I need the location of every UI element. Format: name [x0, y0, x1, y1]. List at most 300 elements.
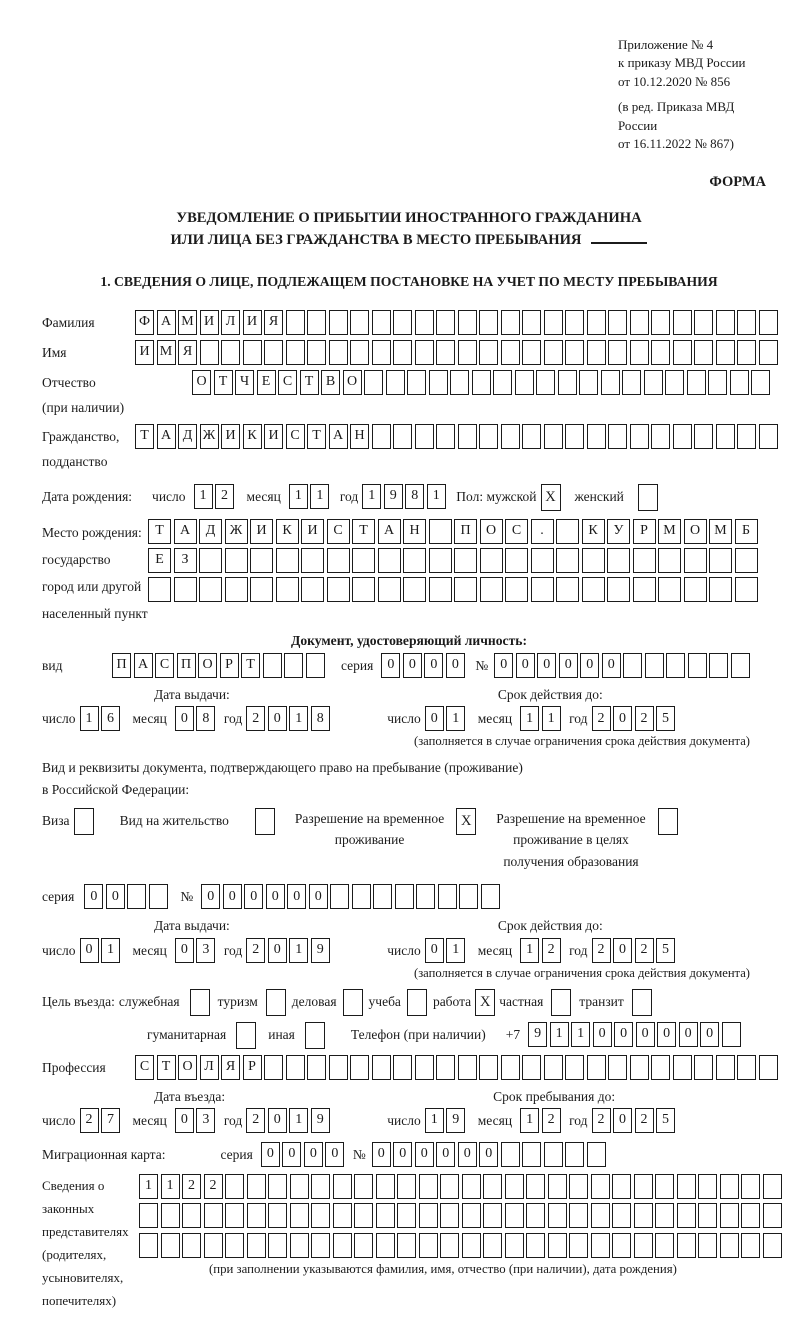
char-cell[interactable]	[607, 548, 630, 573]
char-cell[interactable]: 0	[613, 938, 632, 963]
char-cell[interactable]	[565, 340, 584, 365]
char-cell[interactable]	[276, 577, 299, 602]
char-cell[interactable]	[436, 424, 455, 449]
char-cell[interactable]	[544, 1055, 563, 1080]
doc-issue-year-cells[interactable]	[246, 706, 332, 731]
char-cell[interactable]	[378, 577, 401, 602]
char-cell[interactable]	[419, 1174, 438, 1199]
char-cell[interactable]	[737, 1055, 756, 1080]
char-cell[interactable]	[720, 1203, 739, 1228]
char-cell[interactable]	[286, 310, 305, 335]
char-cell[interactable]: 2	[542, 938, 561, 963]
char-cell[interactable]	[531, 577, 554, 602]
char-cell[interactable]	[741, 1174, 760, 1199]
char-cell[interactable]: И	[200, 310, 219, 335]
char-cell[interactable]	[634, 1174, 653, 1199]
char-cell[interactable]	[268, 1233, 287, 1258]
res-valid-month-cells[interactable]	[520, 938, 563, 963]
char-cell[interactable]	[397, 1174, 416, 1199]
char-cell[interactable]: 9	[311, 1108, 330, 1133]
char-cell[interactable]	[565, 424, 584, 449]
char-cell[interactable]: Ф	[135, 310, 154, 335]
char-cell[interactable]	[587, 1142, 606, 1167]
char-cell[interactable]: М	[658, 519, 681, 544]
char-cell[interactable]	[225, 1174, 244, 1199]
char-cell[interactable]: П	[112, 653, 131, 678]
char-cell[interactable]: К	[276, 519, 299, 544]
char-cell[interactable]: 5	[656, 1108, 675, 1133]
char-cell[interactable]	[591, 1203, 610, 1228]
char-cell[interactable]: 2	[542, 1108, 561, 1133]
char-cell[interactable]	[479, 310, 498, 335]
char-cell[interactable]	[479, 424, 498, 449]
res-number-cells[interactable]	[201, 884, 502, 909]
char-cell[interactable]	[582, 577, 605, 602]
char-cell[interactable]	[673, 1055, 692, 1080]
char-cell[interactable]: Т	[300, 370, 319, 395]
char-cell[interactable]: 0	[425, 938, 444, 963]
char-cell[interactable]	[307, 340, 326, 365]
char-cell[interactable]: 5	[656, 938, 675, 963]
char-cell[interactable]: 0	[268, 1108, 287, 1133]
char-cell[interactable]: О	[480, 519, 503, 544]
char-cell[interactable]	[415, 1055, 434, 1080]
char-cell[interactable]	[327, 577, 350, 602]
char-cell[interactable]	[364, 370, 383, 395]
char-cell[interactable]	[354, 1233, 373, 1258]
sex-female-checkbox[interactable]	[638, 484, 658, 511]
char-cell[interactable]	[479, 1055, 498, 1080]
doc-issue-month-cells[interactable]	[175, 706, 218, 731]
char-cell[interactable]	[655, 1233, 674, 1258]
char-cell[interactable]	[698, 1174, 717, 1199]
char-cell[interactable]	[393, 310, 412, 335]
char-cell[interactable]	[694, 424, 713, 449]
char-cell[interactable]: А	[329, 424, 348, 449]
temp-permit-edu-checkbox[interactable]	[658, 808, 678, 835]
char-cell[interactable]: С	[278, 370, 297, 395]
entry-year-cells[interactable]	[246, 1108, 332, 1133]
res-valid-year-cells[interactable]	[592, 938, 678, 963]
char-cell[interactable]: Т	[148, 519, 171, 544]
char-cell[interactable]	[462, 1203, 481, 1228]
char-cell[interactable]	[608, 1055, 627, 1080]
char-cell[interactable]: 5	[656, 706, 675, 731]
char-cell[interactable]: С	[505, 519, 528, 544]
char-cell[interactable]	[688, 653, 707, 678]
char-cell[interactable]: С	[135, 1055, 154, 1080]
char-cell[interactable]	[522, 310, 541, 335]
char-cell[interactable]: 0	[657, 1022, 676, 1047]
char-cell[interactable]: 0	[593, 1022, 612, 1047]
purpose-business-checkbox[interactable]	[190, 989, 210, 1016]
char-cell[interactable]	[677, 1203, 696, 1228]
char-cell[interactable]	[333, 1174, 352, 1199]
purpose-transit-checkbox[interactable]	[632, 989, 652, 1016]
char-cell[interactable]	[741, 1203, 760, 1228]
char-cell[interactable]	[350, 1055, 369, 1080]
char-cell[interactable]	[612, 1203, 631, 1228]
representatives-cells-row2[interactable]	[139, 1203, 784, 1228]
char-cell[interactable]: .	[531, 519, 554, 544]
char-cell[interactable]: 2	[635, 1108, 654, 1133]
char-cell[interactable]	[591, 1233, 610, 1258]
surname-cells[interactable]	[135, 310, 780, 335]
char-cell[interactable]: С	[155, 653, 174, 678]
char-cell[interactable]	[182, 1233, 201, 1258]
char-cell[interactable]: 1	[310, 484, 329, 509]
char-cell[interactable]: 1	[520, 938, 539, 963]
char-cell[interactable]	[264, 340, 283, 365]
char-cell[interactable]: 0	[325, 1142, 344, 1167]
char-cell[interactable]	[458, 424, 477, 449]
char-cell[interactable]: Я	[178, 340, 197, 365]
representatives-cells-row3[interactable]	[139, 1233, 784, 1258]
char-cell[interactable]	[687, 370, 706, 395]
stay-year-cells[interactable]	[592, 1108, 678, 1133]
char-cell[interactable]: Е	[148, 548, 171, 573]
char-cell[interactable]	[501, 1142, 520, 1167]
char-cell[interactable]: В	[321, 370, 340, 395]
char-cell[interactable]	[751, 370, 770, 395]
char-cell[interactable]: И	[250, 519, 273, 544]
char-cell[interactable]	[651, 1055, 670, 1080]
birth-place-cells-row2[interactable]	[148, 548, 760, 573]
char-cell[interactable]	[526, 1203, 545, 1228]
char-cell[interactable]: 0	[84, 884, 103, 909]
char-cell[interactable]: 9	[311, 938, 330, 963]
char-cell[interactable]: 1	[520, 1108, 539, 1133]
char-cell[interactable]	[522, 1055, 541, 1080]
char-cell[interactable]	[731, 653, 750, 678]
char-cell[interactable]	[505, 548, 528, 573]
char-cell[interactable]: 0	[613, 1108, 632, 1133]
char-cell[interactable]: И	[135, 340, 154, 365]
purpose-tourism-checkbox[interactable]	[266, 989, 286, 1016]
char-cell[interactable]	[378, 548, 401, 573]
char-cell[interactable]	[556, 548, 579, 573]
char-cell[interactable]: 0	[436, 1142, 455, 1167]
char-cell[interactable]	[544, 310, 563, 335]
char-cell[interactable]: М	[178, 310, 197, 335]
char-cell[interactable]: Р	[243, 1055, 262, 1080]
char-cell[interactable]	[415, 340, 434, 365]
purpose-commercial-checkbox[interactable]	[343, 989, 363, 1016]
char-cell[interactable]: 1	[571, 1022, 590, 1047]
char-cell[interactable]: 1	[80, 706, 99, 731]
char-cell[interactable]	[569, 1174, 588, 1199]
char-cell[interactable]	[225, 577, 248, 602]
char-cell[interactable]	[393, 424, 412, 449]
char-cell[interactable]: З	[174, 548, 197, 573]
char-cell[interactable]	[480, 548, 503, 573]
char-cell[interactable]	[333, 1203, 352, 1228]
char-cell[interactable]	[759, 1055, 778, 1080]
char-cell[interactable]: 0	[106, 884, 125, 909]
char-cell[interactable]: О	[178, 1055, 197, 1080]
char-cell[interactable]	[139, 1233, 158, 1258]
char-cell[interactable]	[709, 653, 728, 678]
char-cell[interactable]: 1	[289, 1108, 308, 1133]
char-cell[interactable]: 0	[479, 1142, 498, 1167]
temp-permit-checkbox[interactable]: X	[456, 808, 476, 835]
char-cell[interactable]	[458, 310, 477, 335]
char-cell[interactable]	[247, 1174, 266, 1199]
char-cell[interactable]	[139, 1203, 158, 1228]
char-cell[interactable]	[608, 424, 627, 449]
char-cell[interactable]	[655, 1203, 674, 1228]
char-cell[interactable]	[419, 1233, 438, 1258]
char-cell[interactable]	[350, 310, 369, 335]
char-cell[interactable]	[505, 1174, 524, 1199]
char-cell[interactable]: О	[684, 519, 707, 544]
char-cell[interactable]: И	[221, 424, 240, 449]
char-cell[interactable]: С	[327, 519, 350, 544]
char-cell[interactable]	[403, 577, 426, 602]
char-cell[interactable]	[658, 548, 681, 573]
char-cell[interactable]	[284, 653, 303, 678]
char-cell[interactable]: М	[709, 519, 732, 544]
char-cell[interactable]: И	[264, 424, 283, 449]
char-cell[interactable]	[759, 340, 778, 365]
char-cell[interactable]	[501, 310, 520, 335]
char-cell[interactable]: П	[454, 519, 477, 544]
char-cell[interactable]: Я	[221, 1055, 240, 1080]
char-cell[interactable]	[526, 1233, 545, 1258]
char-cell[interactable]	[684, 548, 707, 573]
char-cell[interactable]: 1	[161, 1174, 180, 1199]
char-cell[interactable]	[630, 340, 649, 365]
char-cell[interactable]	[548, 1233, 567, 1258]
char-cell[interactable]	[397, 1203, 416, 1228]
char-cell[interactable]: А	[157, 424, 176, 449]
char-cell[interactable]	[225, 1203, 244, 1228]
char-cell[interactable]	[716, 424, 735, 449]
phone-cells[interactable]	[528, 1022, 743, 1047]
char-cell[interactable]: 1	[289, 938, 308, 963]
char-cell[interactable]: 0	[516, 653, 535, 678]
char-cell[interactable]	[354, 1174, 373, 1199]
char-cell[interactable]	[263, 653, 282, 678]
char-cell[interactable]: Ж	[200, 424, 219, 449]
char-cell[interactable]	[556, 519, 579, 544]
char-cell[interactable]: Т	[241, 653, 260, 678]
char-cell[interactable]: 0	[268, 706, 287, 731]
char-cell[interactable]: Ч	[235, 370, 254, 395]
char-cell[interactable]: Р	[633, 519, 656, 544]
char-cell[interactable]: 8	[196, 706, 215, 731]
doc-series-cells[interactable]	[381, 653, 467, 678]
char-cell[interactable]	[372, 310, 391, 335]
char-cell[interactable]: 8	[311, 706, 330, 731]
char-cell[interactable]	[677, 1233, 696, 1258]
char-cell[interactable]	[737, 340, 756, 365]
char-cell[interactable]	[673, 340, 692, 365]
char-cell[interactable]: 1	[427, 484, 446, 509]
doc-valid-day-cells[interactable]	[425, 706, 468, 731]
char-cell[interactable]	[415, 424, 434, 449]
birth-place-cells-row1[interactable]	[148, 519, 760, 544]
char-cell[interactable]	[501, 424, 520, 449]
char-cell[interactable]	[373, 884, 392, 909]
char-cell[interactable]: А	[157, 310, 176, 335]
char-cell[interactable]	[665, 370, 684, 395]
char-cell[interactable]: О	[192, 370, 211, 395]
char-cell[interactable]	[666, 653, 685, 678]
char-cell[interactable]: 0	[403, 653, 422, 678]
char-cell[interactable]	[148, 577, 171, 602]
birth-year-cells[interactable]	[362, 484, 448, 509]
visa-checkbox[interactable]	[74, 808, 94, 835]
char-cell[interactable]: 2	[635, 938, 654, 963]
char-cell[interactable]	[311, 1174, 330, 1199]
char-cell[interactable]	[204, 1203, 223, 1228]
char-cell[interactable]	[548, 1203, 567, 1228]
char-cell[interactable]	[429, 548, 452, 573]
char-cell[interactable]: 2	[592, 1108, 611, 1133]
char-cell[interactable]	[522, 340, 541, 365]
char-cell[interactable]	[436, 310, 455, 335]
char-cell[interactable]	[645, 653, 664, 678]
mig-series-cells[interactable]	[261, 1142, 347, 1167]
doc-kind-cells[interactable]	[112, 653, 327, 678]
char-cell[interactable]	[722, 1022, 741, 1047]
char-cell[interactable]	[698, 1203, 717, 1228]
char-cell[interactable]: 0	[425, 706, 444, 731]
char-cell[interactable]: 0	[700, 1022, 719, 1047]
char-cell[interactable]	[438, 884, 457, 909]
char-cell[interactable]: 0	[458, 1142, 477, 1167]
char-cell[interactable]	[587, 1055, 606, 1080]
char-cell[interactable]: 1	[101, 938, 120, 963]
char-cell[interactable]	[501, 1055, 520, 1080]
char-cell[interactable]	[608, 310, 627, 335]
char-cell[interactable]	[372, 340, 391, 365]
char-cell[interactable]: 2	[80, 1108, 99, 1133]
char-cell[interactable]	[311, 1233, 330, 1258]
char-cell[interactable]: 9	[384, 484, 403, 509]
char-cell[interactable]	[286, 340, 305, 365]
birth-day-cells[interactable]	[194, 484, 237, 509]
char-cell[interactable]: Д	[178, 424, 197, 449]
char-cell[interactable]: Т	[214, 370, 233, 395]
char-cell[interactable]: 9	[446, 1108, 465, 1133]
char-cell[interactable]	[565, 1055, 584, 1080]
doc-valid-month-cells[interactable]	[520, 706, 563, 731]
char-cell[interactable]: 7	[101, 1108, 120, 1133]
char-cell[interactable]: Н	[350, 424, 369, 449]
entry-month-cells[interactable]	[175, 1108, 218, 1133]
char-cell[interactable]	[307, 1055, 326, 1080]
char-cell[interactable]: И	[243, 310, 262, 335]
residence-permit-checkbox[interactable]	[255, 808, 275, 835]
char-cell[interactable]	[634, 1233, 653, 1258]
char-cell[interactable]	[677, 1174, 696, 1199]
char-cell[interactable]	[684, 577, 707, 602]
char-cell[interactable]	[329, 310, 348, 335]
char-cell[interactable]	[651, 310, 670, 335]
char-cell[interactable]	[221, 340, 240, 365]
char-cell[interactable]	[673, 424, 692, 449]
char-cell[interactable]: 2	[592, 706, 611, 731]
char-cell[interactable]: С	[286, 424, 305, 449]
char-cell[interactable]	[569, 1233, 588, 1258]
res-issue-day-cells[interactable]	[80, 938, 123, 963]
char-cell[interactable]: 0	[424, 653, 443, 678]
res-issue-year-cells[interactable]	[246, 938, 332, 963]
char-cell[interactable]	[329, 1055, 348, 1080]
char-cell[interactable]	[709, 577, 732, 602]
char-cell[interactable]: 0	[175, 938, 194, 963]
char-cell[interactable]	[372, 1055, 391, 1080]
char-cell[interactable]: 0	[446, 653, 465, 678]
char-cell[interactable]	[522, 424, 541, 449]
char-cell[interactable]	[479, 340, 498, 365]
char-cell[interactable]	[658, 577, 681, 602]
char-cell[interactable]	[393, 1055, 412, 1080]
char-cell[interactable]: О	[343, 370, 362, 395]
char-cell[interactable]	[622, 370, 641, 395]
char-cell[interactable]	[582, 548, 605, 573]
char-cell[interactable]	[515, 370, 534, 395]
given-name-cells[interactable]	[135, 340, 780, 365]
char-cell[interactable]	[655, 1174, 674, 1199]
char-cell[interactable]	[311, 1203, 330, 1228]
char-cell[interactable]	[505, 1203, 524, 1228]
char-cell[interactable]: А	[174, 519, 197, 544]
char-cell[interactable]	[306, 653, 325, 678]
char-cell[interactable]: А	[134, 653, 153, 678]
char-cell[interactable]	[558, 370, 577, 395]
char-cell[interactable]	[612, 1233, 631, 1258]
char-cell[interactable]	[480, 577, 503, 602]
char-cell[interactable]	[250, 548, 273, 573]
char-cell[interactable]	[579, 370, 598, 395]
purpose-humanitarian-checkbox[interactable]	[236, 1022, 256, 1049]
char-cell[interactable]: 6	[101, 706, 120, 731]
char-cell[interactable]	[737, 310, 756, 335]
char-cell[interactable]	[436, 340, 455, 365]
char-cell[interactable]	[397, 1233, 416, 1258]
char-cell[interactable]	[548, 1174, 567, 1199]
char-cell[interactable]: 2	[635, 706, 654, 731]
char-cell[interactable]	[716, 1055, 735, 1080]
char-cell[interactable]: 3	[196, 938, 215, 963]
char-cell[interactable]: 0	[679, 1022, 698, 1047]
char-cell[interactable]: 1	[446, 938, 465, 963]
char-cell[interactable]: А	[378, 519, 401, 544]
birth-month-cells[interactable]	[289, 484, 332, 509]
char-cell[interactable]	[651, 340, 670, 365]
char-cell[interactable]	[694, 1055, 713, 1080]
char-cell[interactable]	[419, 1203, 438, 1228]
char-cell[interactable]	[462, 1233, 481, 1258]
char-cell[interactable]	[565, 1142, 584, 1167]
char-cell[interactable]	[161, 1203, 180, 1228]
patronymic-cells[interactable]	[192, 370, 773, 395]
char-cell[interactable]	[735, 577, 758, 602]
char-cell[interactable]: 0	[266, 884, 285, 909]
char-cell[interactable]	[763, 1174, 782, 1199]
char-cell[interactable]: Ж	[225, 519, 248, 544]
char-cell[interactable]	[483, 1174, 502, 1199]
char-cell[interactable]	[440, 1203, 459, 1228]
char-cell[interactable]	[569, 1203, 588, 1228]
char-cell[interactable]: 0	[372, 1142, 391, 1167]
char-cell[interactable]	[730, 370, 749, 395]
char-cell[interactable]	[301, 548, 324, 573]
char-cell[interactable]	[472, 370, 491, 395]
